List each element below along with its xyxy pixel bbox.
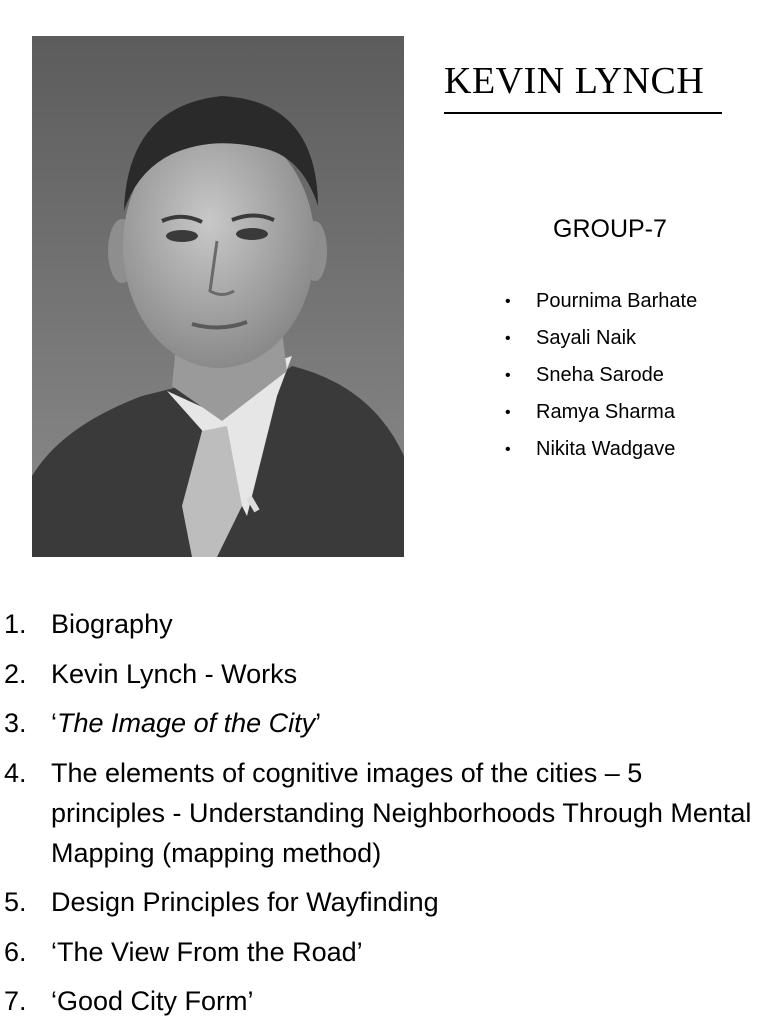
member-name: Sneha Sarode [536,364,664,386]
topic-item [4,932,754,972]
topic-text: Biography [51,609,173,639]
topic-number: 2. [4,658,27,689]
list-item [505,320,697,357]
portrait-photo [32,36,404,557]
topic-item [4,654,754,694]
slide-title: KEVIN LYNCH [444,60,705,102]
list-item [505,283,697,320]
portrait-photo-icon [32,36,404,557]
topic-text: ‘Good City Form’ [51,986,254,1016]
member-name: Ramya Sharma [536,401,675,423]
bullet: • [505,441,511,458]
member-name: Pournima Barhate [536,290,698,312]
topic-number: 7. [4,986,27,1016]
topic-item [4,753,754,873]
topic-number: 3. [4,708,27,738]
topic-text: ‘The View From the Road’ [51,936,363,967]
bullet: • [505,330,511,347]
topic-text: Design Principles for Wayfinding [51,887,439,917]
topic-italic-title: The Image of the City [57,708,316,738]
topic-open-quote: ‘ [51,708,57,738]
topic-close-quote: ’ [315,708,322,738]
bullet: • [505,367,511,384]
topic-item [4,981,754,1021]
topic-list [4,604,754,1031]
member-name: Nikita Wadgave [536,438,676,460]
topic-number: 6. [4,936,27,967]
topic-text: Kevin Lynch - Works [51,658,298,689]
member-name: Sayali Naik [536,327,637,349]
list-item [505,357,697,394]
list-item [505,394,697,431]
topic-item [4,604,754,644]
topic-number: 5. [4,887,27,917]
member-list [505,283,697,468]
topic-item [4,882,754,922]
topic-number: 1. [4,609,27,639]
topic-text: The elements of cognitive images of the cities – 5 principles - Understanding Neighborhoods Through Mental Mapping (mapping method) [51,757,752,868]
group-label: GROUP-7 [553,215,667,243]
topic-item [4,703,754,743]
bullet: • [505,293,511,310]
list-item [505,431,697,468]
bullet: • [505,404,511,421]
topic-number: 4. [4,757,27,788]
title-underline [444,112,722,114]
